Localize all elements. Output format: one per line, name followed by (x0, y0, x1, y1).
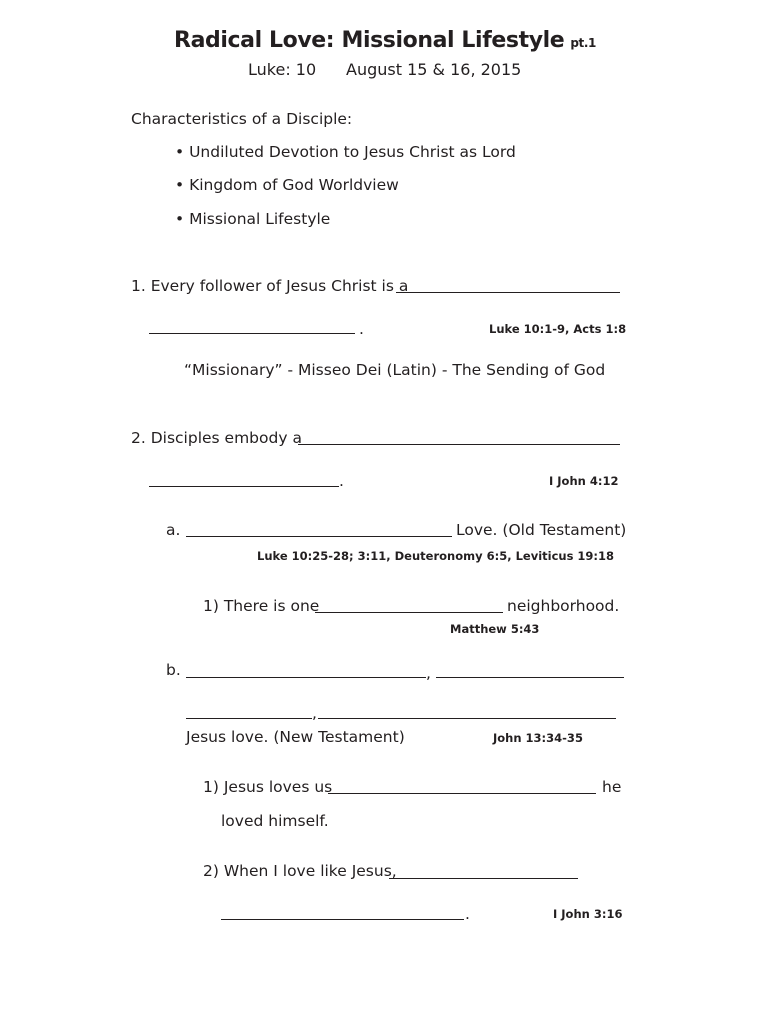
date-label: August 15 & 16, 2015 (346, 60, 522, 79)
sub-a-item1-suffix: neighborhood. (507, 597, 620, 615)
sub-b-item1-line2: loved himself. (221, 812, 329, 830)
sub-b-item2-end-mark: . (465, 905, 470, 923)
sub-b-blank-4[interactable] (318, 718, 616, 719)
sub-a-suffix: Love. (Old Testament) (456, 521, 627, 539)
point1-blank-1[interactable] (396, 292, 620, 293)
sub-b-blank-1[interactable] (186, 677, 426, 678)
sub-a-item1-prefix: 1) There is one (203, 597, 320, 615)
sub-b-blank-2[interactable] (436, 677, 624, 678)
title-suffix: pt.1 (570, 36, 596, 50)
point2-end-mark: . (339, 472, 344, 490)
point1-end-mark: . (359, 320, 364, 338)
point2-prompt: 2. Disciples embody a (131, 429, 302, 447)
sub-b-item2-blank-2[interactable] (221, 919, 464, 920)
sub-b-label: b. (166, 661, 181, 679)
sub-b-item2-prefix: 2) When I love like Jesus, (203, 862, 397, 880)
point2-blank-1[interactable] (298, 444, 620, 445)
point1-prompt: 1. Every follower of Jesus Christ is a (131, 277, 409, 295)
sub-b-item2-blank-1[interactable] (389, 878, 578, 879)
sub-b-comma-1: , (426, 664, 431, 682)
point1-definition: “Missionary” - Misseo Dei (Latin) - The Sending of God (184, 361, 606, 379)
title-text: Radical Love: Missional Lifestyle (174, 28, 565, 53)
point1-reference: Luke 10:1-9, Acts 1:8 (489, 322, 627, 336)
page-title (0, 28, 770, 53)
passage-label: Luke: 10 (248, 60, 317, 79)
sub-b-reference: John 13:34-35 (493, 731, 583, 745)
characteristic-item: • Missional Lifestyle (175, 210, 331, 228)
sub-b-tail: Jesus love. (New Testament) (186, 728, 405, 746)
sub-a-blank[interactable] (186, 536, 452, 537)
sub-b-item1-prefix: 1) Jesus loves us (203, 778, 333, 796)
sub-a-label: a. (166, 521, 181, 539)
sub-a-reference: Luke 10:25-28; 3:11, Deuteronomy 6:5, Leviticus 19:18 (257, 549, 615, 563)
characteristics-heading: Characteristics of a Disciple: (131, 110, 353, 128)
sub-b-comma-2: , (312, 704, 317, 722)
sub-b-item1-blank[interactable] (328, 793, 596, 794)
sub-b-blank-3[interactable] (186, 718, 312, 719)
sub-a-item1-blank[interactable] (315, 612, 503, 613)
point1-blank-2[interactable] (149, 333, 355, 334)
characteristic-item: • Kingdom of God Worldview (175, 176, 399, 194)
sub-a-item1-reference: Matthew 5:43 (450, 622, 540, 636)
point2-blank-2[interactable] (149, 486, 339, 487)
sub-b-item1-suffix: he (602, 778, 622, 796)
point2-reference: I John 4:12 (549, 474, 619, 488)
sub-b-item2-reference: I John 3:16 (553, 907, 623, 921)
characteristic-item: • Undiluted Devotion to Jesus Christ as Lord (175, 143, 516, 161)
